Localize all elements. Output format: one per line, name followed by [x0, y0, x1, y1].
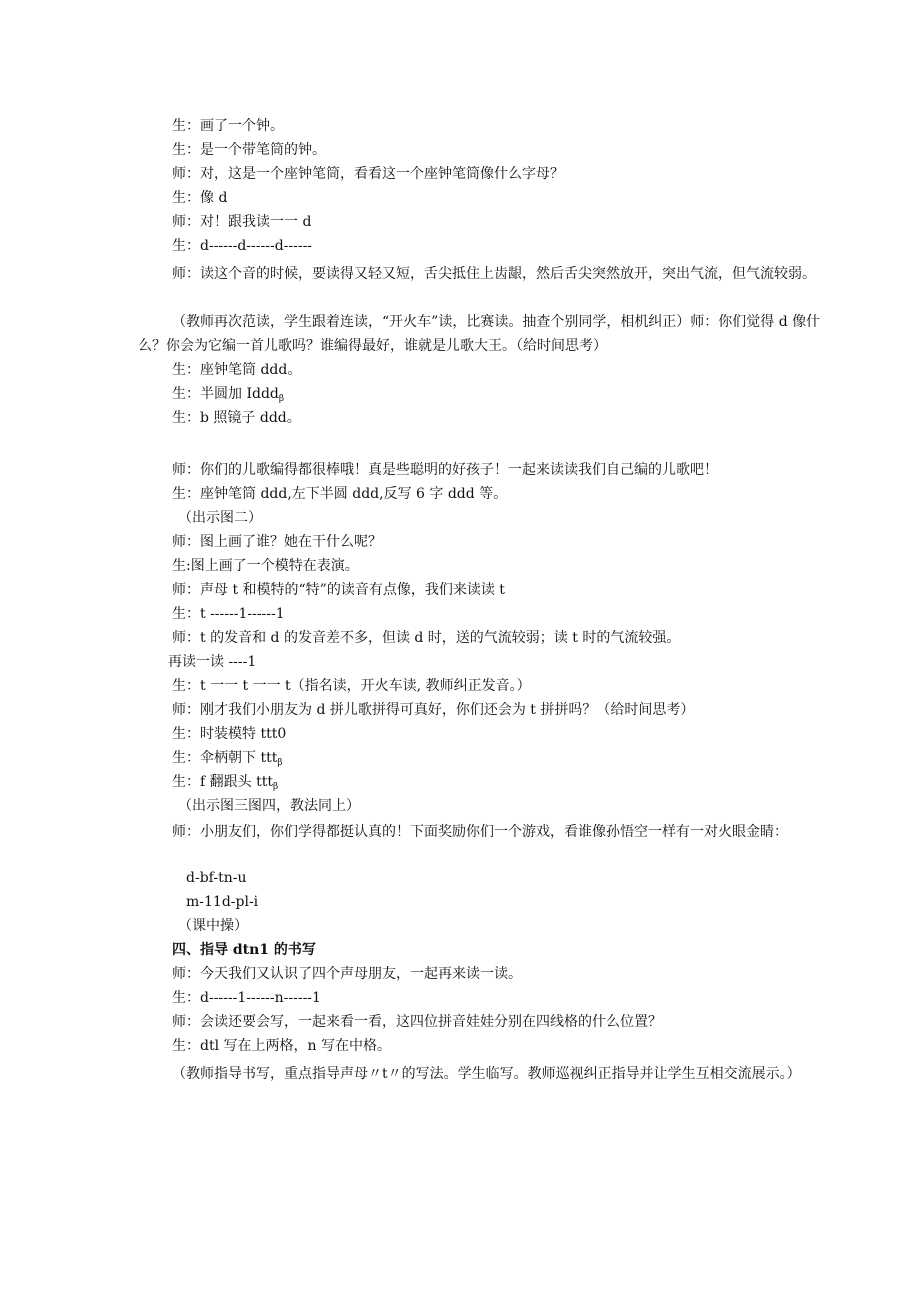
text-line: 师：你们的儿歌编得都很棒哦！真是些聪明的好孩子！一起来读读我们自己编的儿歌吧！ [172, 462, 718, 478]
text-line: 师：t 的发音和 d 的发音差不多，但读 d 时，送的气流较弱；读 t 时的气流较强。 [172, 630, 681, 646]
text-line: m-11d-pl-i [186, 894, 259, 910]
text-line: 师：对，这是一个座钟笔筒，看看这一个座钟笔筒像什么字母？ [172, 166, 564, 182]
text-line: 生：时装模特 ttt0 [172, 726, 287, 742]
text-line: 师：图上画了谁？她在干什么呢？ [172, 534, 382, 550]
text-line [172, 748, 283, 773]
subscript-mark: β [277, 758, 283, 768]
text-line: 师：会读还要会写，一起来看一看，这四位拼音娃娃分别在四线格的什么位置？ [172, 1014, 662, 1030]
text-line: 生：是一个带笔筒的钟。 [172, 142, 326, 158]
text-line: （出示图三图四，教法同上） [178, 798, 360, 814]
text-line [172, 772, 278, 797]
subscript-mark: β [272, 782, 279, 792]
subscript-mark: β [278, 394, 285, 404]
paragraph: （教师再次范读，学生跟着连读，“开火车”读，比赛读。抽查个别同学，相机纠正）师：你们觉得 d 像什么？你会为它编一首儿歌吗？谁编得最好，谁就是儿歌大王。（给时间思考） [138, 314, 821, 354]
text-line: 生：画了一个钟。 [172, 118, 284, 134]
section-heading: 四、指导 dtn1 的书写 [172, 942, 316, 958]
text-line: 生：d------1------n------1 [172, 990, 321, 1006]
text-line: 生：b 照镜子 ddd。 [172, 410, 301, 426]
text-line: 生：像 d [172, 190, 228, 206]
paragraph: （教师指导书写，重点指导声母〃t〃的写法。学生临写。教师巡视纠正指导并让学生互相交流展示。） [172, 1066, 801, 1082]
text-main: 生：伞柄朝下 ttt [172, 750, 278, 766]
text-line: d-bf-tn-u [186, 870, 247, 886]
text-line: 师：声母 t 和模特的“特”的读音有点像，我们来读读 t [172, 582, 505, 598]
paragraph: 师：读这个音的时候，要读得又轻又短，舌尖抵住上齿龈，然后舌尖突然放开，突出气流，但气流较弱。 [172, 266, 816, 282]
text-line: 生：dtl 写在上两格，n 写在中格。 [172, 1038, 391, 1054]
text-line: （课中操） [178, 918, 248, 934]
text-line: 生：座钟笔筒 ddd。 [172, 362, 302, 378]
text-line: 生:图上画了一个模特在表演。 [172, 558, 359, 574]
text-line: （出示图二） [178, 510, 262, 526]
text-line: 生：t ------1------1 [172, 606, 285, 622]
text-line: 师：今天我们又认识了四个声母朋友，一起再来读一读。 [172, 966, 522, 982]
paragraph: 师：小朋友们，你们学得都挺认真的！下面奖励你们一个游戏，看谁像孙悟空一样有一对火眼金睛： [172, 824, 788, 840]
text-line: 师：刚才我们小朋友为 d 拼儿歌拼得可真好，你们还会为 t 拼拼吗？（给时间思考） [172, 702, 695, 718]
text-main: 生：半圆加 Iddd [172, 386, 279, 402]
text-line: 生：座钟笔筒 ddd,左下半圆 ddd,反写 6 字 ddd 等。 [172, 486, 508, 502]
text-line: 师：对！跟我读一一 d [172, 214, 312, 230]
text-line [172, 384, 284, 409]
text-line: 生：d------d------d------ [172, 238, 313, 254]
text-line: 再读一读 ----1 [168, 654, 257, 670]
text-line: 生：t 一一 t 一一 t（指名读，开火车读, 教师纠正发音。） [172, 678, 531, 694]
text-main: 生：f 翻跟头 ttt [172, 774, 273, 790]
